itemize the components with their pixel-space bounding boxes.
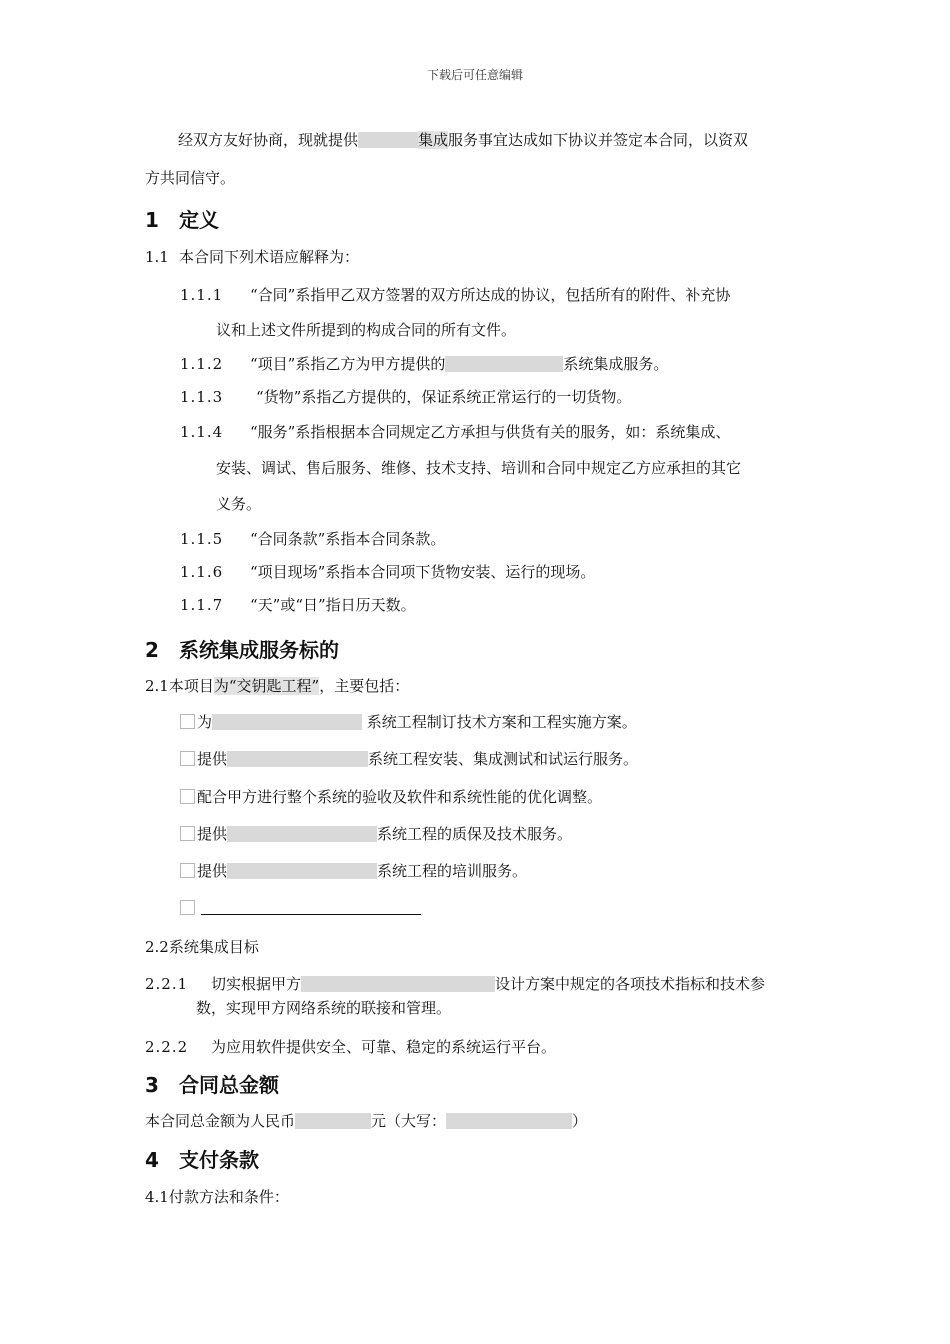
check-text-pre: 配合甲方进行整个系统的验收及软件和系统性能的优化调整。 bbox=[197, 788, 603, 806]
blank-field bbox=[301, 976, 495, 992]
section-1-heading bbox=[145, 204, 219, 233]
item-text: “天”或“日”指日历天数。 bbox=[250, 596, 416, 614]
item-number: 1.1.5 bbox=[180, 530, 224, 548]
fill-in-line[interactable] bbox=[201, 900, 421, 915]
blank-field bbox=[227, 826, 377, 842]
check-text-pre: 为 bbox=[197, 713, 213, 731]
p21-text-b: 为“交钥匙工程” bbox=[213, 677, 320, 695]
section-title: 系统集成服务标的 bbox=[179, 638, 339, 662]
item-1-1-4-cont-2: 义务。 bbox=[216, 495, 262, 513]
item-number: 1.1.7 bbox=[180, 596, 224, 614]
section-4-heading bbox=[145, 1144, 259, 1173]
item-1-1-2 bbox=[180, 353, 668, 374]
item-number: 1.1.4 bbox=[180, 423, 224, 441]
checklist-item bbox=[180, 860, 527, 881]
checkbox[interactable] bbox=[180, 900, 195, 915]
item-number: 1.1.6 bbox=[180, 563, 224, 581]
check-text-post: 系统工程制订技术方案和工程实施方案。 bbox=[366, 713, 637, 731]
item-2-2-1 bbox=[145, 973, 765, 994]
section-3-heading bbox=[145, 1069, 279, 1098]
intro-text-b: 集成 bbox=[418, 131, 449, 149]
item-text-a: 切实根据甲方 bbox=[211, 975, 302, 993]
check-text-pre: 提供 bbox=[197, 750, 228, 768]
paragraph-2-2: 2.2系统集成目标 bbox=[145, 938, 259, 956]
checkbox[interactable] bbox=[180, 863, 195, 878]
amount-text-a: 本合同总金额为人民币 bbox=[145, 1112, 296, 1130]
item-1-1-3 bbox=[180, 386, 631, 407]
section-number: 3 bbox=[145, 1073, 159, 1097]
item-1-1-1-cont: 议和上述文件所提到的构成合同的所有文件。 bbox=[216, 321, 517, 339]
item-text: “合同条款”系指本合同条款。 bbox=[250, 530, 446, 548]
check-text-post: 系统工程的培训服务。 bbox=[377, 862, 528, 880]
subsection-text: 本合同下列术语应解释为： bbox=[179, 248, 360, 266]
checklist-item bbox=[180, 786, 602, 807]
section-number: 2 bbox=[145, 638, 159, 662]
checklist-item bbox=[180, 823, 572, 844]
section-number: 1 bbox=[145, 208, 159, 232]
blank-field bbox=[445, 356, 563, 372]
contract-amount-line bbox=[145, 1110, 587, 1131]
check-text-post: 系统工程安装、集成测试和试运行服务。 bbox=[368, 750, 639, 768]
item-2-2-1-cont: 数，实现甲方网络系统的联接和管理。 bbox=[196, 999, 452, 1017]
amount-text-c: ） bbox=[572, 1112, 588, 1130]
checklist-item bbox=[180, 711, 637, 732]
page-header: 下载后可任意编辑 bbox=[426, 68, 523, 82]
checklist-item-blank bbox=[180, 899, 421, 917]
item-1-1-4-cont-1: 安装、调试、售后服务、维修、技术支持、培训和合同中规定乙方应承担的其它 bbox=[216, 459, 742, 477]
blank-field bbox=[227, 863, 377, 879]
item-number: 1.1.1 bbox=[180, 286, 224, 304]
checkbox[interactable] bbox=[180, 789, 195, 804]
item-number: 2.2.1 bbox=[145, 975, 189, 993]
paragraph-4-1: 4.1付款方法和条件： bbox=[145, 1188, 289, 1206]
item-1-1-7 bbox=[180, 594, 416, 615]
amount-words-blank bbox=[446, 1113, 572, 1129]
section-title: 合同总金额 bbox=[179, 1073, 279, 1097]
item-1-1-1 bbox=[180, 284, 730, 305]
item-1-1-6 bbox=[180, 561, 595, 582]
blank-field bbox=[212, 714, 362, 730]
item-number: 1.1.2 bbox=[180, 355, 224, 373]
subsection-1-1 bbox=[145, 246, 359, 267]
checklist-item bbox=[180, 748, 638, 769]
intro-text-c: 服务事宜达成如下协议并签定本合同，以资双 bbox=[448, 131, 749, 149]
check-text-pre: 提供 bbox=[197, 862, 228, 880]
item-number: 1.1.3 bbox=[180, 388, 224, 406]
item-text: “合同”系指甲乙双方签署的双方所达成的协议，包括所有的附件、补充协 bbox=[250, 286, 731, 304]
intro-line-1 bbox=[178, 122, 748, 158]
check-text-post: 系统工程的质保及技术服务。 bbox=[377, 825, 573, 843]
section-title: 定义 bbox=[179, 208, 219, 232]
blank-field bbox=[227, 751, 368, 767]
subsection-number: 1.1 bbox=[145, 248, 169, 266]
item-text: “服务”系指根据本合同规定乙方承担与供货有关的服务，如：系统集成、 bbox=[250, 423, 731, 441]
item-text: “货物”系指乙方提供的，保证系统正常运行的一切货物。 bbox=[256, 388, 632, 406]
checkbox[interactable] bbox=[180, 751, 195, 766]
section-title: 支付条款 bbox=[179, 1148, 259, 1172]
section-2-heading bbox=[145, 634, 339, 663]
section-number: 4 bbox=[145, 1148, 159, 1172]
blank-field bbox=[358, 132, 418, 148]
item-number: 2.2.2 bbox=[145, 1038, 189, 1056]
checkbox[interactable] bbox=[180, 714, 195, 729]
item-1-1-4 bbox=[180, 421, 730, 442]
item-text: “项目现场”系指本合同项下货物安装、运行的现场。 bbox=[250, 563, 596, 581]
checkbox[interactable] bbox=[180, 826, 195, 841]
amount-blank bbox=[295, 1113, 371, 1129]
amount-text-b: 元（大写： bbox=[371, 1112, 447, 1130]
item-text: 为应用软件提供安全、可靠、稳定的系统运行平台。 bbox=[211, 1038, 557, 1056]
p21-text-c: ，主要包括： bbox=[319, 677, 410, 695]
intro-line-2: 方共同信守。 bbox=[145, 169, 236, 187]
intro-text-a: 经双方友好协商，现就提供 bbox=[178, 131, 359, 149]
paragraph-2-1 bbox=[145, 675, 409, 696]
item-2-2-2 bbox=[145, 1036, 556, 1057]
p21-text-a: 2.1本项目 bbox=[145, 677, 214, 695]
check-text-pre: 提供 bbox=[197, 825, 228, 843]
item-text-a: “项目”系指乙方为甲方提供的 bbox=[250, 355, 446, 373]
item-1-1-5 bbox=[180, 528, 445, 549]
item-text-b: 系统集成服务。 bbox=[563, 355, 669, 373]
item-text-b: 设计方案中规定的各项技术指标和技术参 bbox=[495, 975, 766, 993]
